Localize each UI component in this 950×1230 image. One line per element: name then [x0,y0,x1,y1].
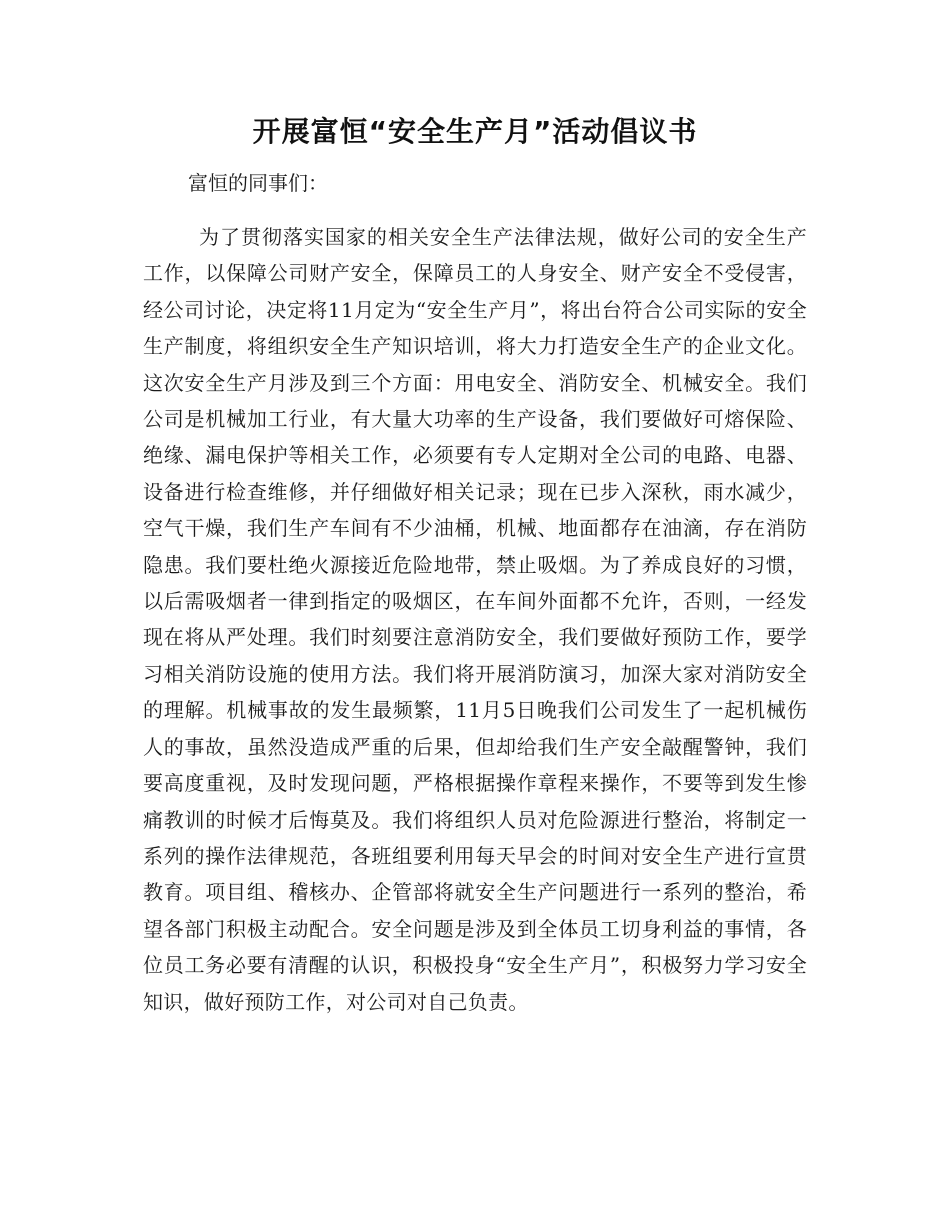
salutation: 富恒的同事们： [188,171,328,195]
body-paragraph: 为了贯彻落实国家的相关安全生产法律法规，做好公司的安全生产工作，以保障公司财产安全，保障员工的人身安全、财产安全不受侵害，经公司讨论，决定将11月定为“安全生产月”，将出台符合公司实际的安全生产制度，将组织安全生产知识培训，将大力打造安全生产的企业文化。这次安全生产月涉及到三个方面：用电安全、消防安全、机械安全。我们公司是机械加工行业，有大量大功率的生产设备，我们要做好可熔保险、绝缘、漏电保护等相关工作，必须要有专人定期对全公司的电路、电器、设备进行检查维修，并仔细做好相关记录；现在已步入深秋，雨水减少，空气干燥，我们生产车间有不少油桶，机械、地面都存在油滴，存在消防隐患。我们要杜绝火源接近危险地带，禁止吸烟。为了养成良好的习惯，以后需吸烟者一律到指定的吸烟区，在车间外面都不允许，否则，一经发现在将从严处理。我们时刻要注意消防安全，我们要做好预防工作，要学习相关消防设施的使用方法。我们将开展消防演习，加深大家对消防安全的理解。机械事故的发生最频繁，11月5日晚我们公司发生了一起机械伤人的事故，虽然没造成严重的后果，但却给我们生产安全敲醒警钟，我们要高度重视，及时发现问题，严格根据操作章程来操作，不要等到发生惨痛教训的时候才后悔莫及。我们将组织人员对危险源进行整治，将制定一系列的操作法律规范，各班组要利用每天早会的时间对安全生产进行宣贯教育。项目组、稽核办、企管部将就安全生产问题进行一系列的整治，希望各部门积极主动配合。安全问题是涉及到全体员工切身利益的事情，各位员工务必要有清醒的认识，积极投身“安全生产月”，积极努力学习安全知识，做好预防工作，对公司对自己负责。 [143,225,807,1014]
document-title: 开展富恒“安全生产月”活动倡议书 [252,115,698,148]
